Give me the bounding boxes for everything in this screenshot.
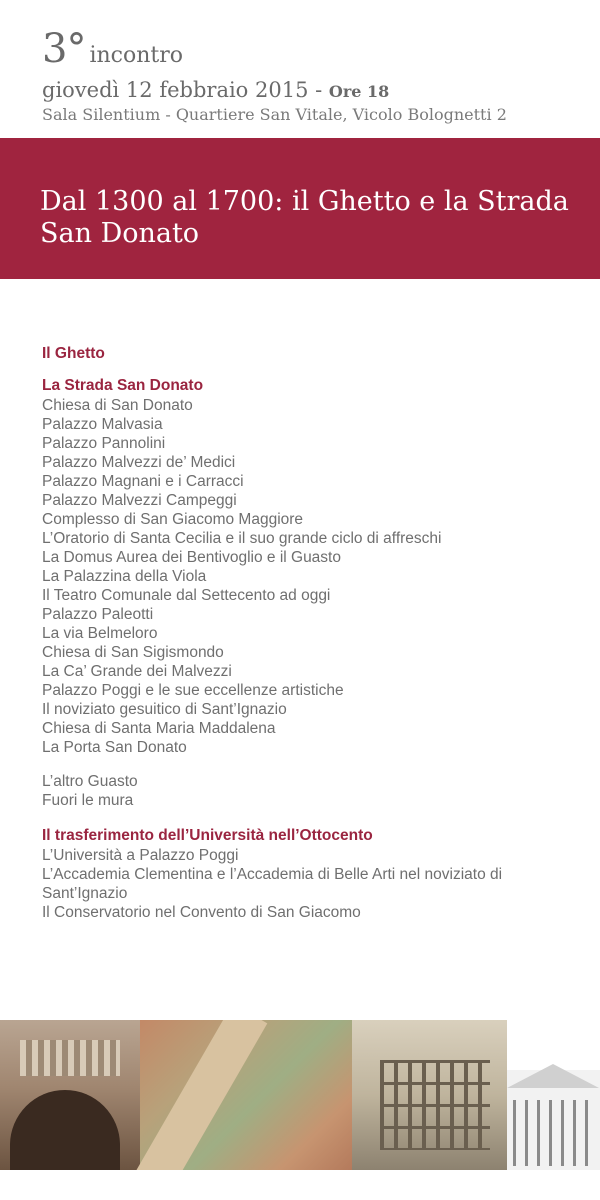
list-item: Chiesa di Santa Maria Maddalena: [42, 720, 276, 737]
list-item: L’Oratorio di Santa Cecilia e il suo grande ciclo di affreschi: [42, 530, 442, 547]
list-item: Il Teatro Comunale dal Settecento ad oggi: [42, 587, 331, 604]
list-item: Palazzo Malvasia: [42, 416, 163, 433]
list-item: La Ca’ Grande dei Malvezzi: [42, 663, 232, 680]
drawing-colonnade: [513, 1100, 595, 1166]
section-heading-trasferimento: Il trasferimento dell’Università nell’Ottocento: [42, 827, 373, 844]
event-date: giovedì 12 febbraio 2015 -: [42, 78, 323, 102]
list-item: Chiesa di San Sigismondo: [42, 644, 224, 661]
list-item: Palazzo Magnani e i Carracci: [42, 473, 244, 490]
building-drawing-image: [507, 1070, 600, 1170]
program-content: [42, 344, 582, 922]
list-item: Palazzo Malvezzi de’ Medici: [42, 454, 236, 471]
photo-strip: [0, 1020, 600, 1170]
date-line: [42, 78, 389, 102]
list-item: La Porta San Donato: [42, 739, 187, 756]
historic-map-image: [140, 1020, 352, 1170]
event-time: Ore 18: [328, 82, 390, 101]
map-street: [133, 1020, 268, 1170]
meeting-word: incontro: [89, 43, 183, 68]
list-item: Complesso di San Giacomo Maggiore: [42, 511, 304, 528]
list-item: La via Belmeloro: [42, 625, 158, 642]
list-item: Palazzo Paleotti: [42, 606, 154, 623]
list-item: Fuori le mura: [42, 792, 134, 809]
list-item: La Palazzina della Viola: [42, 568, 207, 585]
banner-title: Dal 1300 al 1700: il Ghetto e la Strada San Donato: [40, 186, 569, 249]
section-heading-strada: La Strada San Donato: [42, 377, 204, 394]
list-item: Palazzo Malvezzi Campeggi: [42, 492, 237, 509]
list-item: La Domus Aurea dei Bentivoglio e il Guasto: [42, 549, 341, 566]
list-item: L’Università a Palazzo Poggi: [42, 847, 239, 864]
palazzo-engraving-image: [352, 1020, 507, 1170]
list-item: Il Conservatorio nel Convento di San Giacomo: [42, 904, 361, 921]
list-item: Il noviziato gesuitico di Sant’Ignazio: [42, 701, 287, 718]
list-item: L’Accademia Clementina e l’Accademia di Belle Arti nel noviziato di: [42, 866, 503, 883]
section-heading-ghetto: Il Ghetto: [42, 345, 105, 362]
engraving-facade: [380, 1060, 490, 1150]
palazzo-facade-photo: [0, 1020, 140, 1170]
arch-detail: [10, 1090, 120, 1170]
balcony-detail: [20, 1040, 120, 1076]
list-item: Sant’Ignazio: [42, 885, 128, 902]
list-item: Chiesa di San Donato: [42, 397, 193, 414]
meeting-number-line: [42, 26, 183, 72]
meeting-number: 3°: [42, 26, 86, 72]
drawing-roof: [507, 1064, 599, 1088]
list-item: L’altro Guasto: [42, 773, 138, 790]
list-item: Palazzo Poggi e le sue eccellenze artistiche: [42, 682, 344, 699]
title-banner: [0, 138, 600, 279]
list-item: Palazzo Pannolini: [42, 435, 166, 452]
event-venue: Sala Silentium - Quartiere San Vitale, Vicolo Bolognetti 2: [42, 105, 507, 124]
